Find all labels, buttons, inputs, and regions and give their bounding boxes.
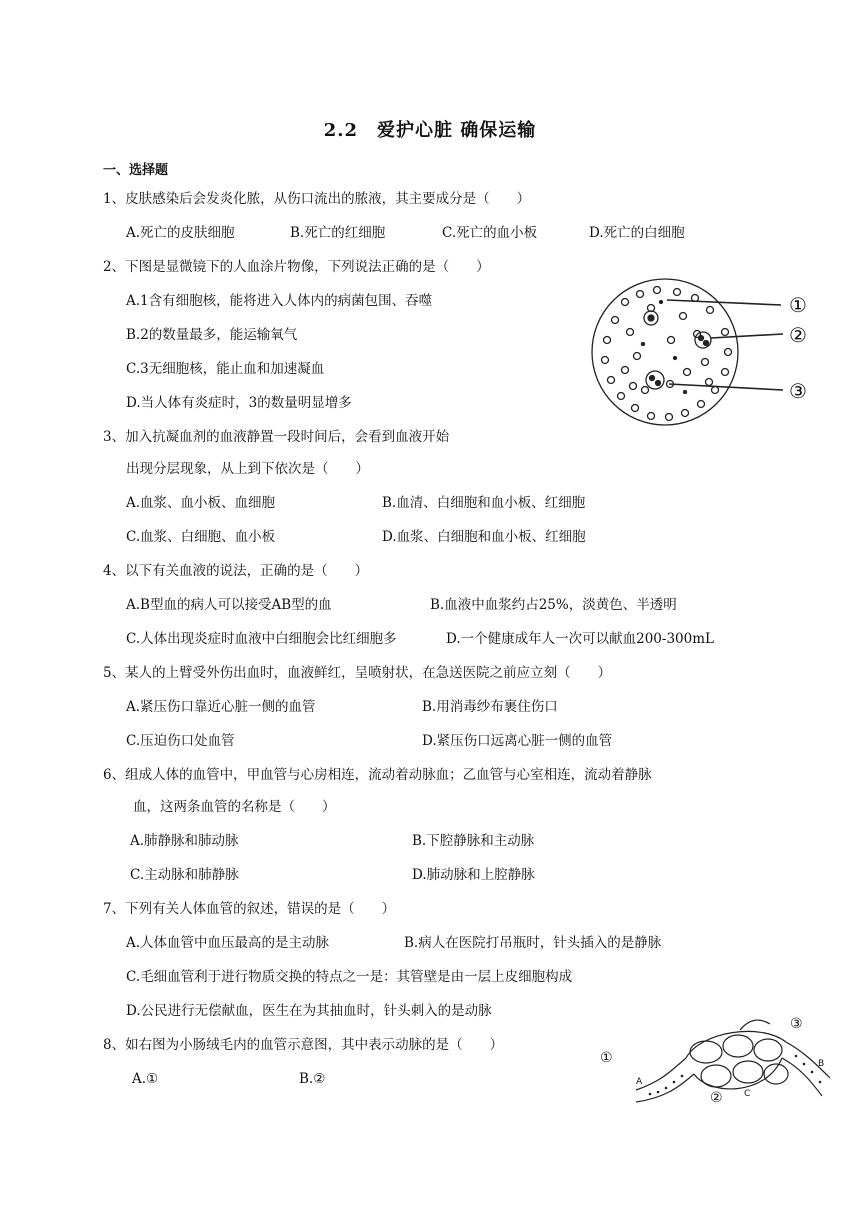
question-3-stem: 3、加入抗凝血剂的血液静置一段时间后，会看到血液开始 xyxy=(103,429,450,445)
q4-option-b: B.血液中血浆约占25%，淡黄色、半透明 xyxy=(430,597,677,613)
q7-option-c: C.毛细血管利于进行物质交换的特点之一是：其管壁是由一层上皮细胞构成 xyxy=(126,969,573,985)
villus-vessel-figure xyxy=(590,1012,840,1112)
q7-option-b: B.病人在医院打吊瓶时，针头插入的是静脉 xyxy=(404,935,662,951)
q5-option-d: D.紧压伤口远离心脏一侧的血管 xyxy=(422,733,613,749)
question-7-stem: 7、下列有关人体血管的叙述，错误的是（ ） xyxy=(103,901,396,917)
q1-option-c: C.死亡的血小板 xyxy=(442,225,538,241)
q2-option-d: D.当人体有炎症时，3的数量明显增多 xyxy=(126,395,352,411)
q6-option-d: D.肺动脉和上腔静脉 xyxy=(412,867,535,883)
q1-option-d: D.死亡的白细胞 xyxy=(589,225,685,241)
q4-option-a: A.B型血的病人可以接受AB型的血 xyxy=(126,597,332,613)
q7-option-d: D.公民进行无偿献血，医生在为其抽血时，针头刺入的是动脉 xyxy=(126,1003,492,1019)
q6-option-b: B.下腔静脉和主动脉 xyxy=(412,833,535,849)
fig2-letter-b: B xyxy=(818,1059,825,1069)
fig2-letter-a: A xyxy=(636,1077,643,1087)
q1-option-b: B.死亡的红细胞 xyxy=(290,225,386,241)
fig1-label-1: ① xyxy=(789,293,807,317)
q8-option-b: B.② xyxy=(299,1071,326,1087)
fig2-label-2: ② xyxy=(710,1090,723,1106)
q3-option-d: D.血浆、白细胞和血小板、红细胞 xyxy=(382,529,586,545)
fig2-label-3: ③ xyxy=(790,1016,803,1032)
fig2-label-1: ① xyxy=(600,1050,613,1066)
question-3-stem-cont: 出现分层现象，从上到下依次是（ ） xyxy=(126,461,369,477)
question-6-stem-cont: 血，这两条血管的名称是（ ） xyxy=(133,799,336,815)
q2-option-b: B.2的数量最多，能运输氧气 xyxy=(126,327,298,343)
q3-option-b: B.血清、白细胞和血小板、红细胞 xyxy=(382,495,586,511)
question-1-stem: 1、皮肤感染后会发炎化脓，从伤口流出的脓液，其主要成分是（ ） xyxy=(103,191,531,207)
page-title: 2.2 爱护心脏 确保运输 xyxy=(323,120,537,141)
q5-option-a: A.紧压伤口靠近心脏一侧的血管 xyxy=(126,699,316,715)
blood-smear-figure xyxy=(585,272,845,432)
question-2-stem: 2、下图是显微镜下的人血涂片物像，下列说法正确的是（ ） xyxy=(103,259,490,275)
q8-option-a: A.① xyxy=(132,1071,159,1087)
q5-option-c: C.压迫伤口处血管 xyxy=(126,733,235,749)
q6-option-c: C.主动脉和肺静脉 xyxy=(130,867,239,883)
q2-option-c: C.3无细胞核，能止血和加速凝血 xyxy=(126,361,325,377)
question-6-stem: 6、组成人体的血管中，甲血管与心房相连，流动着动脉血；乙血管与心室相连，流动着静脉 xyxy=(103,767,652,783)
q2-option-a: A.1含有细胞核，能将进入人体内的病菌包围、吞噬 xyxy=(126,293,433,309)
q4-option-c: C.人体出现炎症时血液中白细胞会比红细胞多 xyxy=(126,631,397,647)
q7-option-a: A.人体血管中血压最高的是主动脉 xyxy=(126,935,330,951)
fig1-label-3: ③ xyxy=(789,379,807,403)
q5-option-b: B.用消毒纱布裹住伤口 xyxy=(422,699,558,715)
section-heading: 一、选择题 xyxy=(103,163,169,178)
q4-option-d: D.一个健康成年人一次可以献血200-300mL xyxy=(446,631,714,647)
q1-option-a: A.死亡的皮肤细胞 xyxy=(126,225,235,241)
fig1-label-2: ② xyxy=(789,323,807,347)
q6-option-a: A.肺静脉和肺动脉 xyxy=(130,833,239,849)
q3-option-c: C.血浆、白细胞、血小板 xyxy=(126,529,276,545)
question-8-stem: 8、如右图为小肠绒毛内的血管示意图，其中表示动脉的是（ ） xyxy=(103,1037,504,1053)
question-5-stem: 5、某人的上臂受外伤出血时，血液鲜红，呈喷射状，在急送医院之前应立刻（ ） xyxy=(103,665,612,681)
fig2-letter-c: C xyxy=(744,1089,751,1099)
q3-option-a: A.血浆、血小板、血细胞 xyxy=(126,495,276,511)
question-4-stem: 4、以下有关血液的说法，正确的是（ ） xyxy=(103,563,369,579)
